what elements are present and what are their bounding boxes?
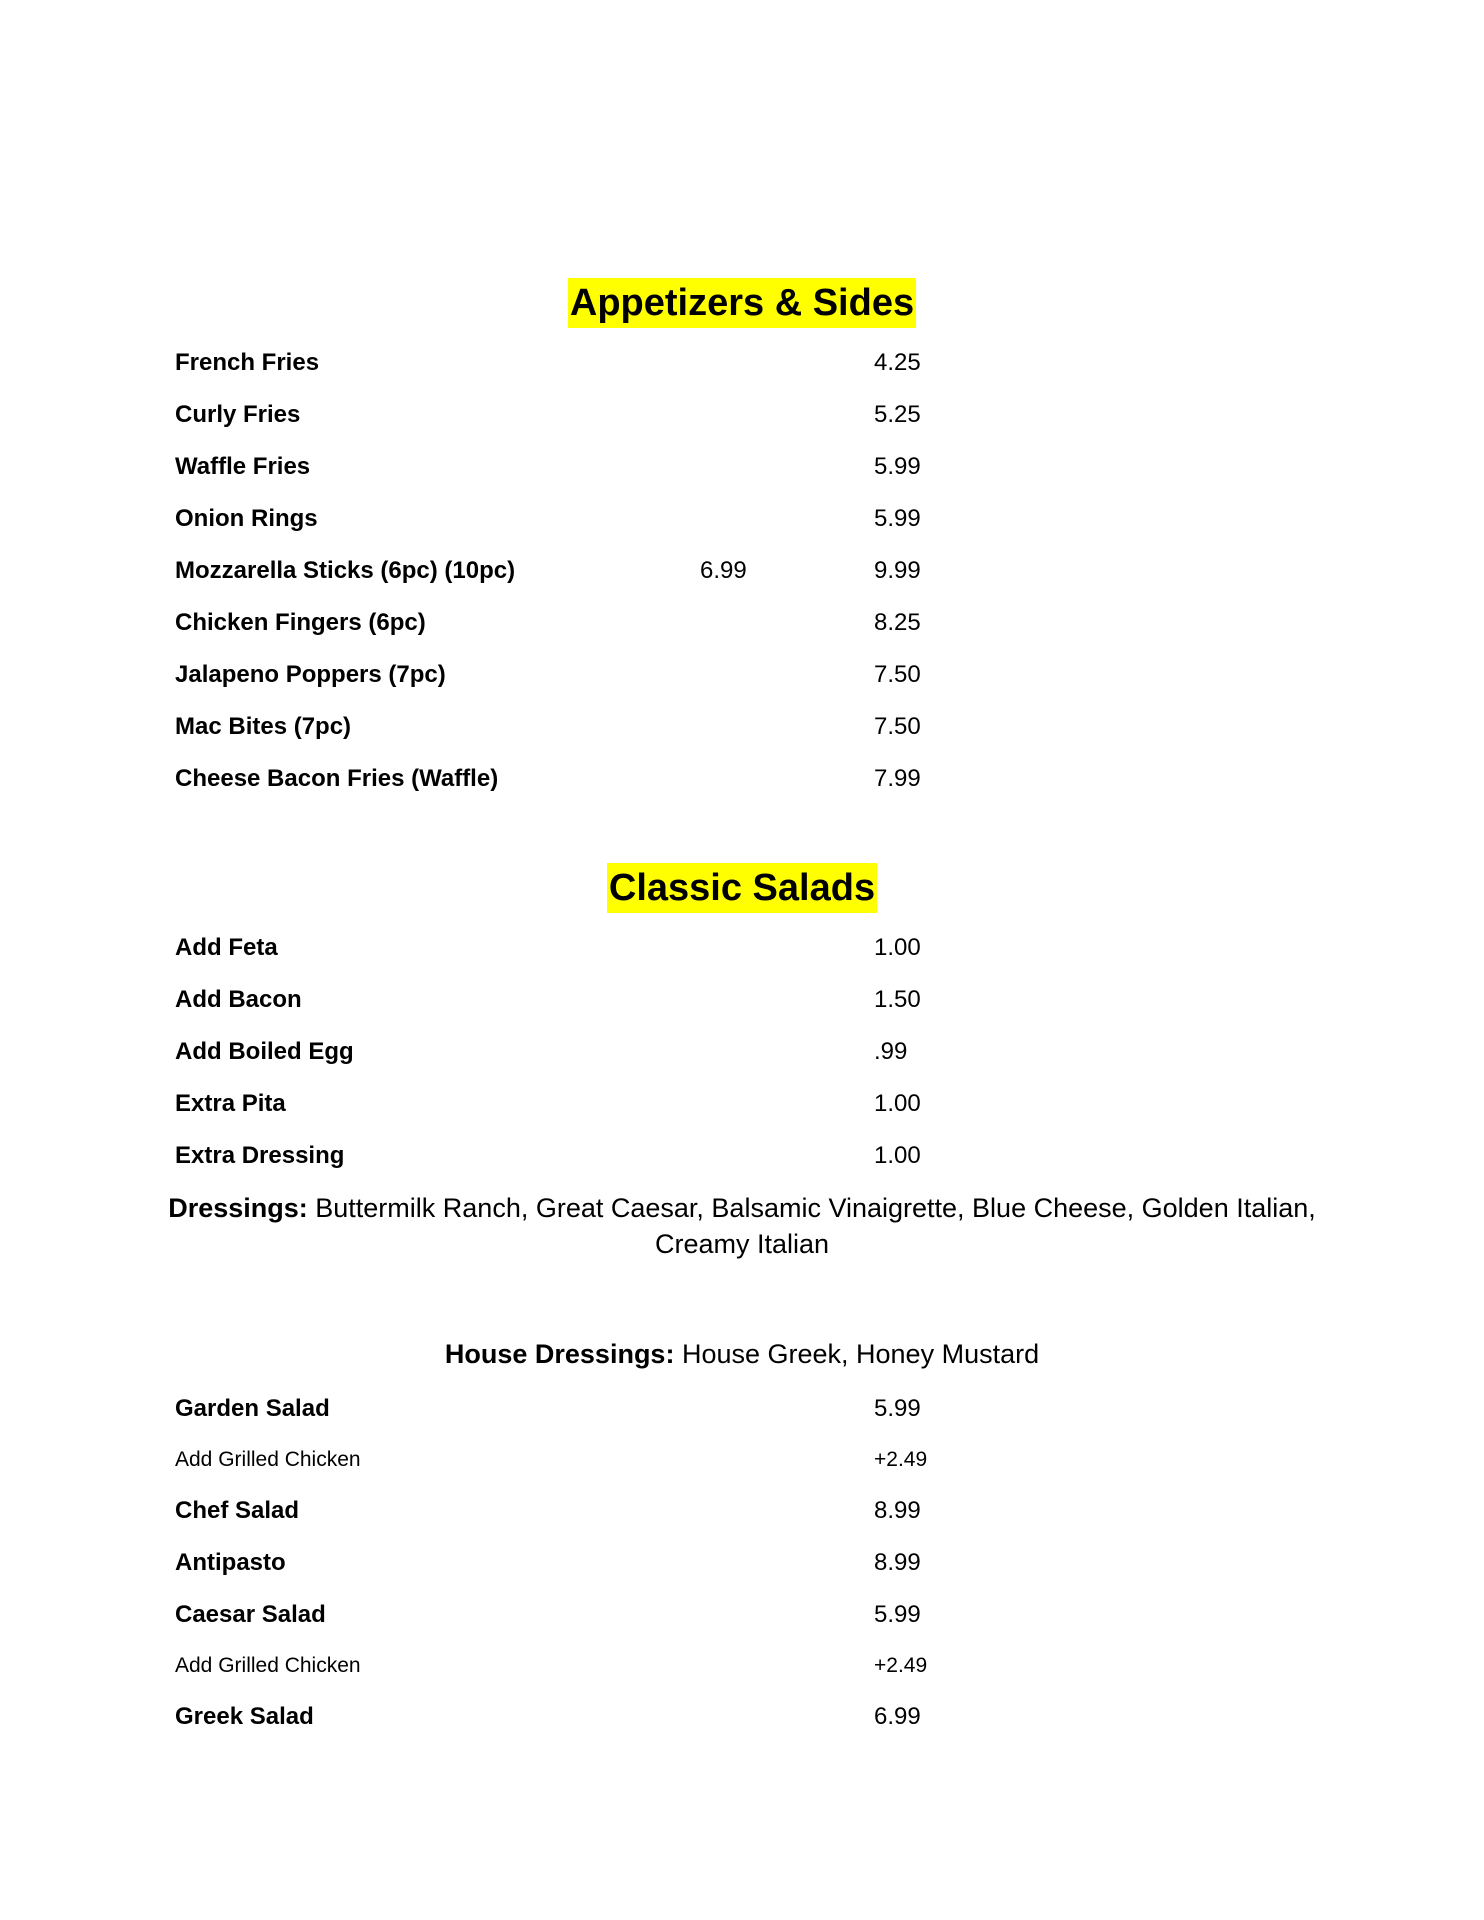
dressings-note — [150, 1190, 1334, 1262]
menu-item — [0, 603, 1484, 643]
house-dressings-note — [150, 1336, 1334, 1372]
menu-item — [0, 759, 1484, 799]
extra-name: Extra Pita — [175, 1090, 286, 1117]
extra-item — [0, 1136, 1484, 1176]
salad-item — [0, 1491, 1484, 1531]
appetizers-heading-wrap — [0, 278, 1484, 328]
appetizers-heading: Appetizers & Sides — [568, 278, 916, 328]
item-name: Chicken Fingers (6pc) — [175, 609, 426, 636]
salad-name: Caesar Salad — [175, 1601, 326, 1628]
salad-addon — [0, 1440, 1484, 1480]
salads-heading-wrap — [0, 863, 1484, 913]
addon-name: Add Grilled Chicken — [175, 1654, 361, 1677]
extra-price: 1.00 — [874, 1090, 921, 1117]
menu-item — [0, 395, 1484, 435]
house-dressings-label: House Dressings: — [444, 1339, 675, 1369]
item-name: Cheese Bacon Fries (Waffle) — [175, 765, 499, 792]
menu-item — [0, 655, 1484, 695]
item-name: French Fries — [175, 349, 320, 376]
item-price: 5.99 — [874, 453, 921, 480]
menu-item — [0, 447, 1484, 487]
salads-heading: Classic Salads — [607, 863, 877, 913]
item-name: Mozzarella Sticks (6pc) (10pc) — [175, 557, 516, 584]
house-dressings-list: House Greek, Honey Mustard — [674, 1339, 1040, 1369]
extra-name: Add Boiled Egg — [175, 1038, 354, 1065]
extra-price: .99 — [874, 1038, 908, 1065]
extra-item — [0, 980, 1484, 1020]
item-name: Onion Rings — [175, 505, 318, 532]
menu-item — [0, 551, 1484, 591]
salad-name: Chef Salad — [175, 1497, 300, 1524]
addon-price: +2.49 — [874, 1654, 928, 1677]
extra-price: 1.00 — [874, 1142, 921, 1169]
salad-price: 6.99 — [874, 1703, 921, 1730]
dressings-list: Buttermilk Ranch, Great Caesar, Balsamic Vinaigrette, Blue Cheese, Golden Italian, Creamy Italian — [307, 1193, 1316, 1259]
salad-price: 8.99 — [874, 1549, 921, 1576]
salad-item — [0, 1543, 1484, 1583]
item-name: Waffle Fries — [175, 453, 311, 480]
item-price: 4.25 — [874, 349, 921, 376]
salad-name: Antipasto — [175, 1549, 286, 1576]
salad-name: Garden Salad — [175, 1395, 330, 1422]
item-price: 5.99 — [874, 505, 921, 532]
addon-name: Add Grilled Chicken — [175, 1448, 361, 1471]
item-name: Curly Fries — [175, 401, 301, 428]
item-price: 5.25 — [874, 401, 921, 428]
dressings-label: Dressings: — [168, 1193, 308, 1223]
salad-item — [0, 1595, 1484, 1635]
salad-addon — [0, 1646, 1484, 1686]
salad-item — [0, 1389, 1484, 1429]
menu-item — [0, 343, 1484, 383]
salad-price: 5.99 — [874, 1601, 921, 1628]
item-price: 7.99 — [874, 765, 921, 792]
salad-price: 8.99 — [874, 1497, 921, 1524]
extra-price: 1.00 — [874, 934, 921, 961]
item-price: 8.25 — [874, 609, 921, 636]
extra-name: Add Feta — [175, 934, 278, 961]
item-price: 7.50 — [874, 661, 921, 688]
item-name: Jalapeno Poppers (7pc) — [175, 661, 446, 688]
extra-item — [0, 1084, 1484, 1124]
menu-item — [0, 499, 1484, 539]
item-price: 9.99 — [874, 557, 921, 584]
extra-price: 1.50 — [874, 986, 921, 1013]
salad-name: Greek Salad — [175, 1703, 314, 1730]
extra-item — [0, 928, 1484, 968]
menu-item — [0, 707, 1484, 747]
addon-price: +2.49 — [874, 1448, 928, 1471]
salad-item — [0, 1697, 1484, 1737]
extra-item — [0, 1032, 1484, 1072]
extra-name: Add Bacon — [175, 986, 302, 1013]
extra-name: Extra Dressing — [175, 1142, 345, 1169]
item-name: Mac Bites (7pc) — [175, 713, 352, 740]
item-price-small: 6.99 — [700, 557, 747, 584]
salad-price: 5.99 — [874, 1395, 921, 1422]
item-price: 7.50 — [874, 713, 921, 740]
